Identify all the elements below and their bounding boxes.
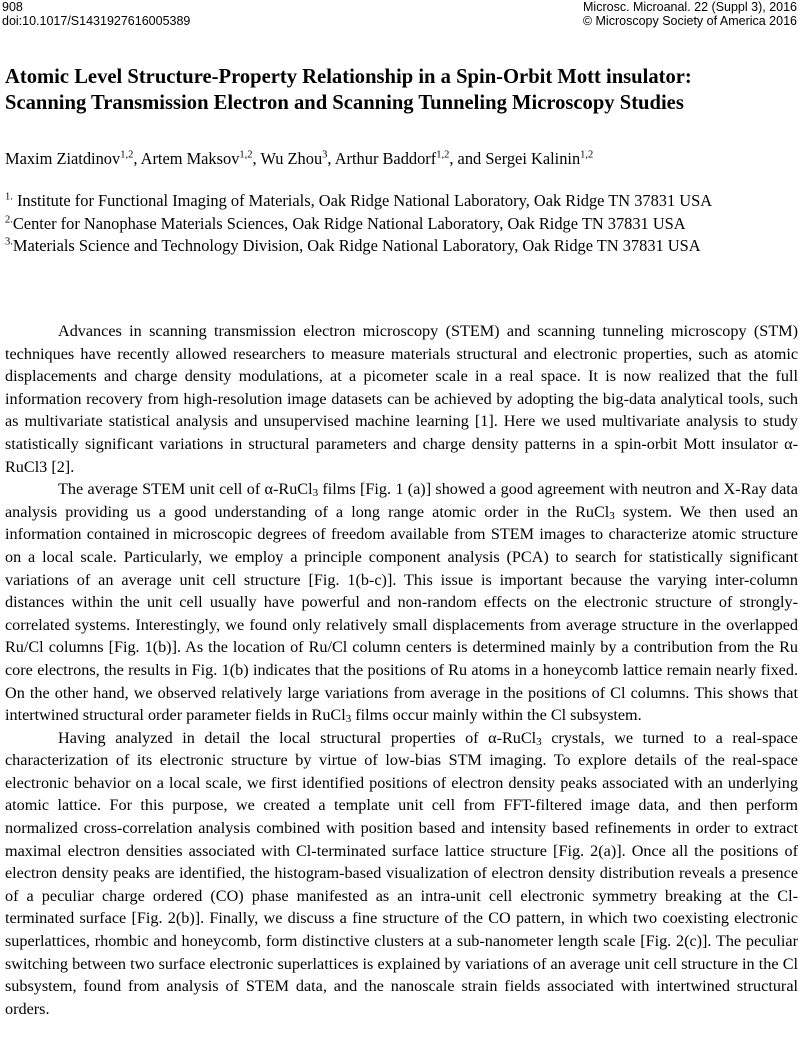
page-number: 908 bbox=[2, 0, 23, 14]
paragraph-1: Advances in scanning transmission electron microscopy (STEM) and scanning tunneling microscopy (STM) techniques have recently allowed researchers to measure materials structural and electronic properties, such as atomic displacements and charge density modulations, at a picometer scale in a real space. It is now realized that the full information recovery from high-resolution image datasets can be achieved by adopting the big-data analytical tools, such as multivariate statistical analysis and unsupervised machine learning [1]. Here we used multivariate analysis to study statistically significant variations in structural parameters and charge density patterns in a spin-orbit Mott insulator α-RuCl3 [2]. bbox=[5, 322, 798, 476]
author-2: Artem Maksov bbox=[140, 149, 240, 168]
author-1-affil: 1,2 bbox=[120, 149, 134, 161]
paragraph-3: Having analyzed in detail the local structural properties of α-RuCl$_3$ crystals, we turned to a real-space characterization of its electronic structure by virtue of low-bias STM imaging. To explore details of the real-space electronic behavior on a local scale, we first identified positions of electron density peaks associated with an underlying atomic lattice. For this purpose, we created a template unit cell from FFT-filtered image data, and then perform normalized cross-correlation analysis combined with position based and intensity based refinements in order to extract maximal electron densities associated with Cl-terminated surface lattice structure [Fig. 2(a)]. Once all the positions of electron density peaks are identified, the histogram-based visualization of electron density distribution reveals a presence of a peculiar charge ordered (CO) phase manifested as an intra-unit cell electronic symmetry breaking at the Cl-terminated surface [Fig. 2(b)]. Finally, we discuss a fine structure of the CO pattern, in which two coexisting electronic superlattices, rhombic and honeycomb, form distinctive clusters at a sub-nanometer length scale [Fig. 2(c)]. The peculiar switching between two surface electronic superlattices is explained by variations of an average unit cell structure in the Cl subsystem, found from analysis of STEM data, and the nanoscale strain fields associated with intertwined structural orders. bbox=[5, 728, 798, 1018]
author-4-affil: 1,2 bbox=[436, 149, 450, 161]
doi[interactable]: doi:10.1017/S1431927616005389 bbox=[2, 14, 191, 28]
author-5-affil: 1,2 bbox=[580, 149, 594, 161]
affiliation-3: $^{3.}$Materials Science and Technology Division, Oak Ridge National Laboratory, Oak Ridge TN 37831 USA bbox=[5, 236, 701, 255]
affiliation-2: $^{2.}$Center for Nanophase Materials Sciences, Oak Ridge National Laboratory, Oak Ridge TN 37831 USA bbox=[5, 213, 686, 233]
affiliations bbox=[5, 190, 795, 258]
author-4: Arthur Baddorf bbox=[334, 149, 437, 168]
paper-title bbox=[5, 64, 795, 116]
author-list: Maxim Ziatdinov$^{1,2}$, Artem Maksov$^{1,2}$, Wu Zhou$^3$, Arthur Baddorf$^{1,2}$, and Sergei Kalinin$^{1,2}$ bbox=[5, 149, 594, 168]
paragraph-2: The average STEM unit cell of α-RuCl$_3$ films [Fig. 1 (a)] showed a good agreement with neutron and X-Ray data analysis providing us a good understanding of a long range atomic order in the RuCl$_3$ system. We then used an information contained in microscopic degrees of freedom available from STEM images to characterize atomic structure on a local scale. Particularly, we employ a principle component analysis (PCA) to search for statistically significant variations of an average unit cell structure [Fig. 1(b-c)]. This issue is important because the varying inter-column distances within the unit cell usually have powerful and non-random effects on the electronic structure of strongly-correlated systems. Interestingly, we found only relatively small displacements from average structure in the overlapped Ru/Cl columns [Fig. 1(b)]. As the location of Ru/Cl column centers is determined mainly by a contribution from the Ru core electrons, the results in Fig. 1(b) indicates that the positions of Ru atoms in a honeycomb lattice remain nearly fixed. On the other hand, we observed relatively large variations from average in the positions of Cl columns. This shows that intertwined structural order parameter fields in RuCl$_3$ films occur mainly within the Cl subsystem. bbox=[5, 480, 798, 726]
journal-citation: Microsc. Microanal. 22 (Suppl 3), 2016 bbox=[583, 0, 797, 14]
author-3: Wu Zhou bbox=[260, 149, 323, 168]
title-line-1: Atomic Level Structure-Property Relationship in a Spin-Orbit Mott insulator: bbox=[5, 66, 692, 88]
author-2-affil: 1,2 bbox=[239, 149, 253, 161]
affiliation-1: $^{1.}$ Institute for Functional Imaging of Materials, Oak Ridge National Laboratory, Oak Ridge TN 37831 USA bbox=[5, 191, 713, 210]
copyright: © Microscopy Society of America 2016 bbox=[582, 14, 797, 28]
author-5: Sergei Kalinin bbox=[485, 149, 581, 168]
author-1: Maxim Ziatdinov bbox=[5, 149, 121, 168]
title-line-2: Scanning Transmission Electron and Scanning Tunneling Microscopy Studies bbox=[5, 92, 684, 114]
author-3-affil: 3 bbox=[322, 149, 328, 161]
abstract-body bbox=[5, 320, 798, 1020]
